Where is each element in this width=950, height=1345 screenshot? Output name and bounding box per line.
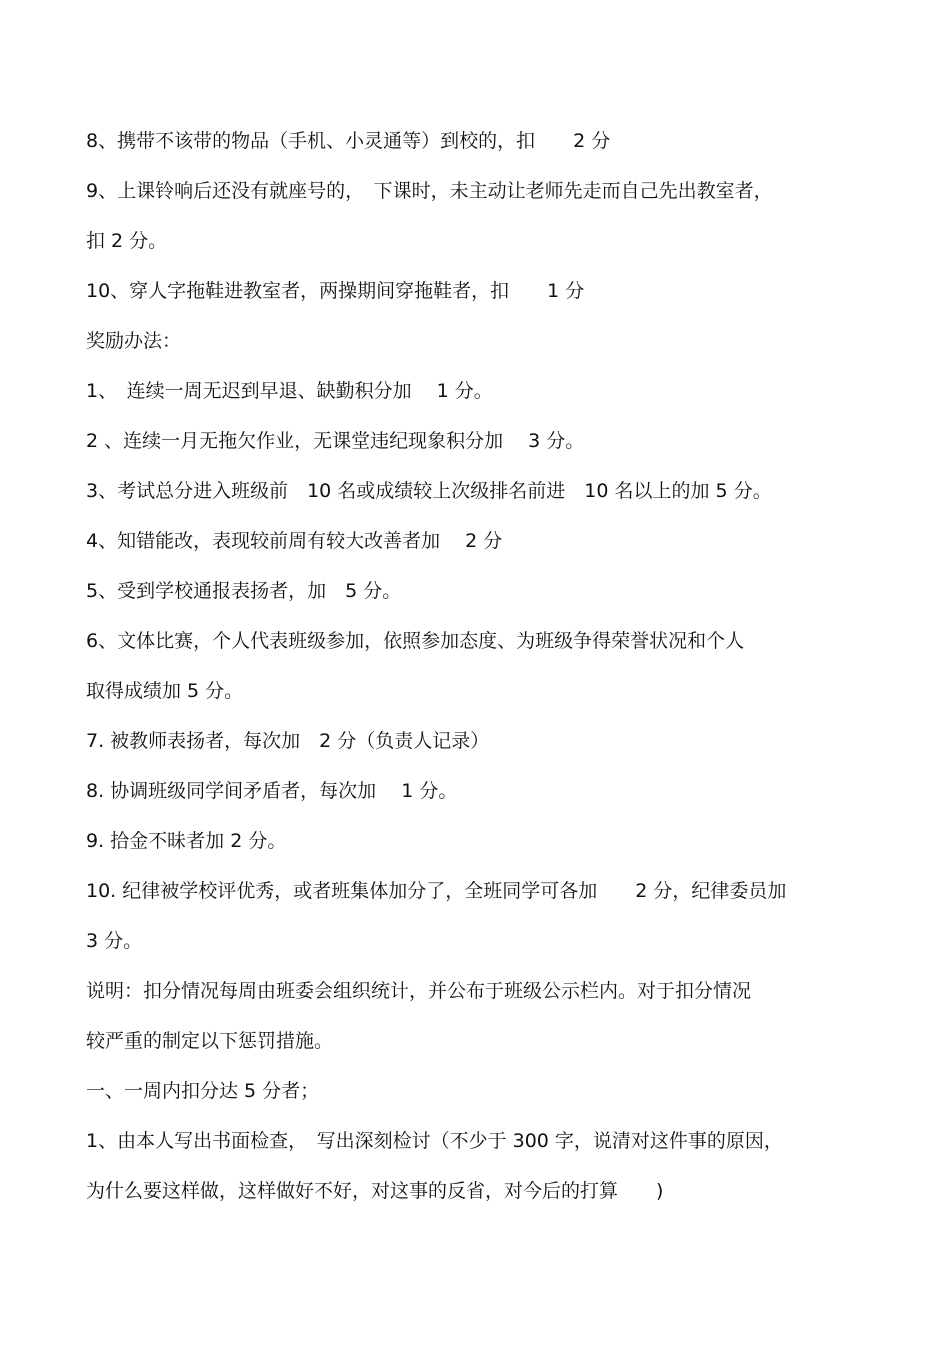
section-heading: 奖励办法：: [86, 330, 182, 352]
text-line: 扣 2 分。: [86, 230, 168, 252]
text-line: 2 、连续一月无拖欠作业，无课堂违纪现象积分加 3 分。: [86, 430, 585, 452]
text-line: 3 分。: [86, 930, 143, 952]
text-line: 9. 拾金不昧者加 2 分。: [86, 830, 287, 852]
text-line: 6、文体比赛，个人代表班级参加，依照参加态度、为班级争得荣誉状况和个人: [86, 630, 745, 652]
text-line: 7. 被教师表扬者，每次加 2 分（负责人记录）: [86, 730, 490, 752]
text-line: 为什么要这样做，这样做好不好，对这事的反省，对今后的打算 ): [86, 1180, 664, 1202]
text-line: 10、穿人字拖鞋进教室者，两操期间穿拖鞋者，扣 1 分: [86, 280, 585, 302]
text-line: 8、携带不该带的物品（手机、小灵通等）到校的，扣 2 分: [86, 130, 611, 152]
text-line: 8. 协调班级同学间矛盾者，每次加 1 分。: [86, 780, 458, 802]
text-line: 较严重的制定以下惩罚措施。: [86, 1030, 334, 1052]
text-line: 5、受到学校通报表扬者，加 5 分。: [86, 580, 402, 602]
text-line: 4、知错能改，表现较前周有较大改善者加 2 分: [86, 530, 503, 552]
text-line: 3、考试总分进入班级前 10 名或成绩较上次级排名前进 10 名以上的加 5 分。: [86, 480, 772, 502]
text-line: 9、上课铃响后还没有就座号的， 下课时，未主动让老师先走而自己先出教室者，: [86, 180, 773, 202]
text-line: 1、由本人写出书面检查， 写出深刻检讨（不少于 300 字，说清对这件事的原因，: [86, 1130, 783, 1152]
text-line: 说明：扣分情况每周由班委会组织统计，并公布于班级公示栏内。对于扣分情况: [86, 980, 752, 1002]
text-line: 取得成绩加 5 分。: [86, 680, 244, 702]
text-line: 10. 纪律被学校评优秀，或者班集体加分了，全班同学可各加 2 分，纪律委员加: [86, 880, 787, 902]
text-line: 1、 连续一周无迟到早退、缺勤积分加 1 分。: [86, 380, 493, 402]
text-line: 一、一周内扣分达 5 分者；: [86, 1080, 320, 1102]
